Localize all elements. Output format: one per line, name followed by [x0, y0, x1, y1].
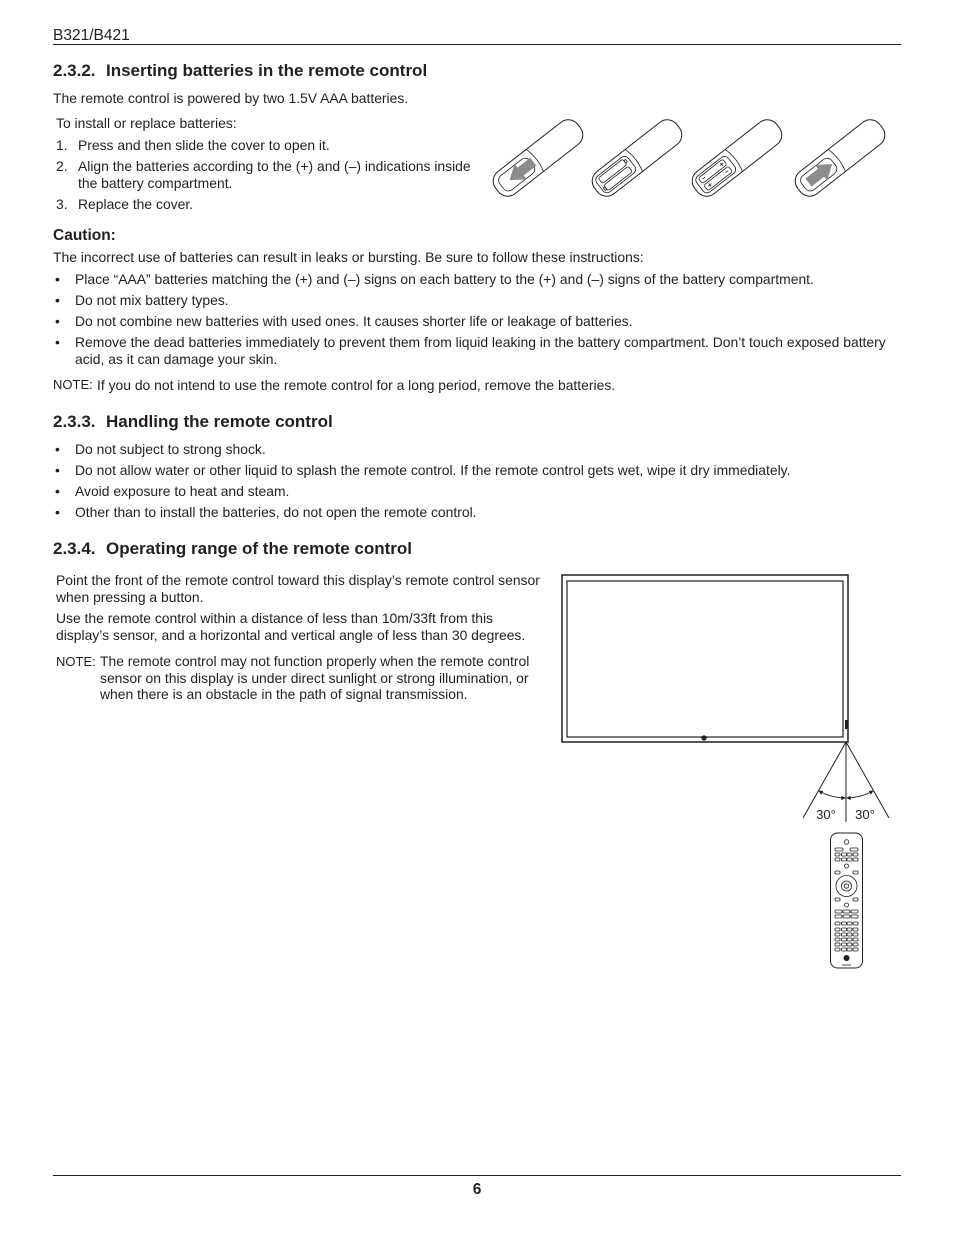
note-label: NOTE:: [53, 377, 93, 392]
caution-heading: Caution:: [53, 227, 116, 244]
bullet-text: Remove the dead batteries immediately to prevent them from liquid leaking in the battery compartment. Don’t touch exposed battery: [75, 334, 886, 350]
remote-control-illustration: [831, 833, 863, 968]
section-title: Operating range of the remote control: [106, 539, 413, 558]
display-indicator-dot: [701, 735, 706, 740]
step-text: Press and then slide the cover to open it.: [78, 137, 330, 153]
paragraph-text: Point the front of the remote control toward this display’s remote control sensor: [56, 572, 540, 588]
intro-text: The remote control is powered by two 1.5V AAA batteries.: [53, 90, 409, 106]
note-text: when there is an obstacle in the path of signal transmission.: [100, 686, 468, 702]
note-text: The remote control may not function properly when the remote control: [100, 653, 530, 669]
step-text: Replace the cover.: [78, 196, 194, 212]
bullet-marker: •: [55, 441, 60, 457]
section-number: 2.3.2.: [53, 61, 96, 80]
signal-angle-lines: [803, 742, 889, 822]
section-number: 2.3.4.: [53, 539, 96, 558]
page-number: 6: [472, 1181, 482, 1198]
display-illustration: [562, 575, 848, 742]
paragraph-text: display’s sensor, and a horizontal and vertical angle of less than 30 degrees.: [56, 627, 526, 643]
section-number: 2.3.3.: [53, 412, 96, 431]
remote-sensor-mark: [845, 720, 848, 729]
angle-arc-right: [847, 791, 873, 798]
section-title: Inserting batteries in the remote control: [106, 61, 428, 80]
bullet-text: acid, as it can damage your skin.: [75, 351, 278, 367]
remote-open-cover-illustration: [488, 115, 587, 201]
note-text: If you do not intend to use the remote control for a long period, remove the batteries.: [97, 377, 616, 393]
step-text: the battery compartment.: [78, 175, 233, 191]
remote-open-compartment-illustration: [587, 115, 686, 201]
remote-batteries-aligned-illustration: [687, 115, 786, 201]
footer-rule: [53, 1175, 901, 1176]
step-number: 3.: [56, 196, 68, 212]
note-text: sensor on this display is under direct sunlight or strong illumination, or: [100, 670, 529, 686]
bullet-marker: •: [55, 271, 60, 287]
bullet-text: Do not allow water or other liquid to splash the remote control. If the remote control gets wet, wipe it dry immediately.: [75, 462, 791, 478]
paragraph-text: Use the remote control within a distance of less than 10m/33ft from this: [56, 610, 493, 626]
bullet-text: Other than to install the batteries, do not open the remote control.: [75, 504, 477, 520]
bullet-text: Do not subject to strong shock.: [75, 441, 266, 457]
bullet-text: Avoid exposure to heat and steam.: [75, 483, 290, 499]
remote-bottom-button: [844, 955, 850, 961]
step-text: Align the batteries according to the (+) and (–) indications inside: [78, 158, 471, 174]
bullet-marker: •: [55, 334, 60, 350]
paragraph-text: when pressing a button.: [56, 589, 204, 605]
step-number: 1.: [56, 137, 68, 153]
caution-intro: The incorrect use of batteries can result in leaks or bursting. Be sure to follow these instructions:: [53, 249, 644, 265]
display-screen: [567, 581, 843, 737]
header-model: B321/B421: [53, 27, 130, 44]
bullet-marker: •: [55, 504, 60, 520]
note-label: NOTE:: [56, 654, 96, 669]
bullet-text: Place “AAA” batteries matching the (+) and (–) signs on each battery to the (+) and (–) signs of the battery compartment.: [75, 271, 814, 287]
header-rule: [53, 44, 901, 45]
operating-range-diagram: [556, 568, 896, 974]
steps-intro: To install or replace batteries:: [56, 115, 237, 131]
bullet-marker: •: [55, 462, 60, 478]
battery-install-illustrations: [486, 108, 896, 208]
angle-arc-left: [819, 791, 845, 798]
section-title: Handling the remote control: [106, 412, 333, 431]
bullet-marker: •: [55, 483, 60, 499]
step-number: 2.: [56, 158, 68, 174]
bullet-marker: •: [55, 292, 60, 308]
angle-label-right: 30°: [855, 807, 875, 822]
bullet-text: Do not mix battery types.: [75, 292, 229, 308]
bullet-text: Do not combine new batteries with used ones. It causes shorter life or leakage of batteries.: [75, 313, 633, 329]
angle-label-left: 30°: [816, 807, 836, 822]
remote-replace-cover-illustration: [790, 115, 889, 201]
bullet-marker: •: [55, 313, 60, 329]
